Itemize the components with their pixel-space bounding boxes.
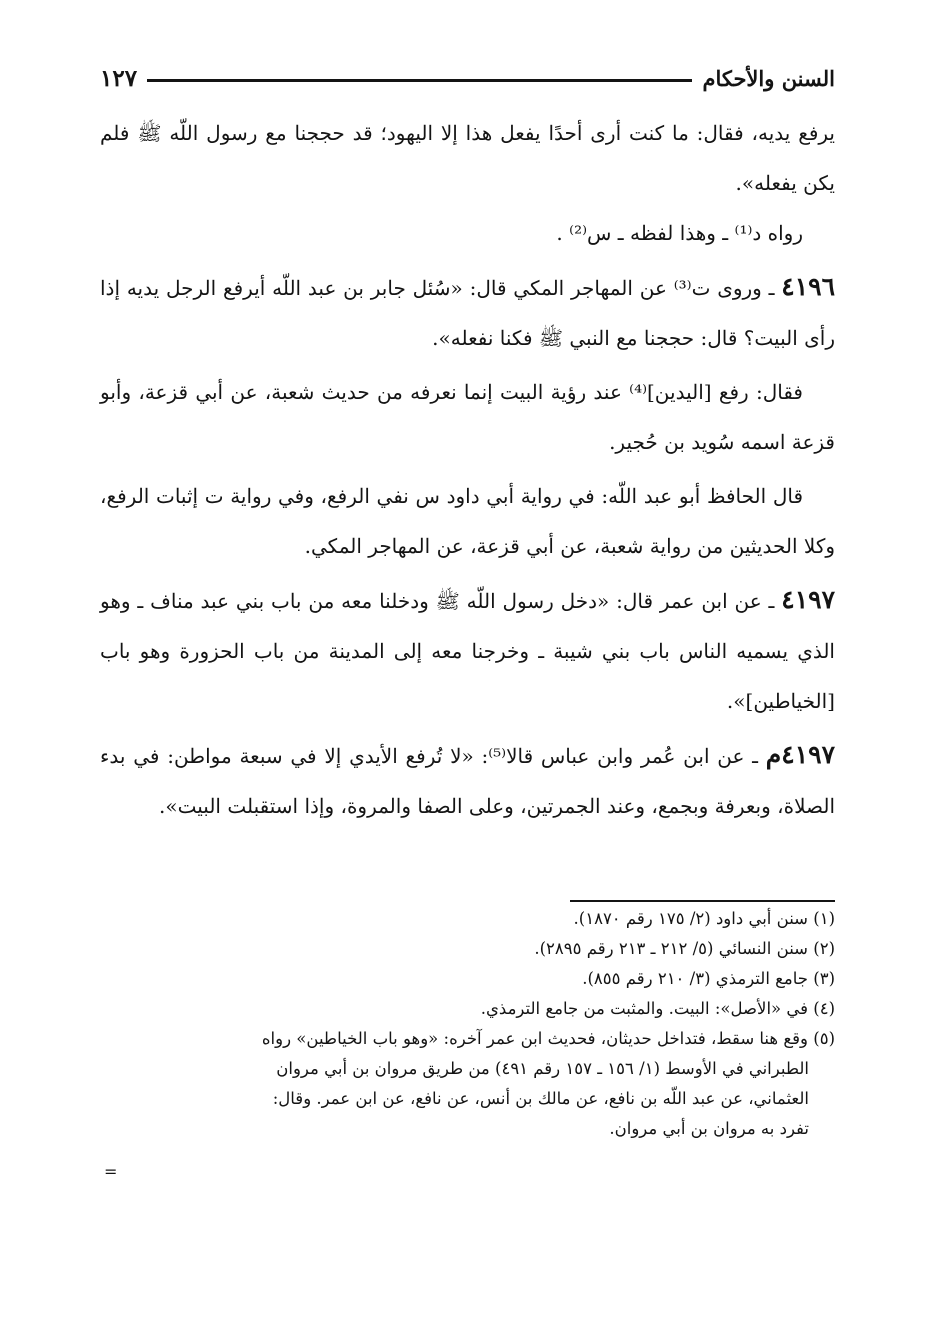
footnote-5-line-2: الطبراني في الأوسط (١/ ١٥٦ ـ ١٥٧ رقم ٤٩١) من طريق مروان بن أبي مروان xyxy=(276,1059,809,1078)
page-number: ١٢٧ xyxy=(100,64,138,92)
footnote-5-line-4: تفرد به مروان بن أبي مروان. xyxy=(609,1119,809,1138)
footnotes xyxy=(100,904,835,1144)
hadith-text: ـ عن ابن عمر قال: «دخل رسول اللّه ﷺ ودخلنا معه من باب بني عبد مناف ـ وهو الذي يسميه الناس باب بني شيبة ـ وخرجنا معه إلى المدينة من باب الحزورة وهو باب [الخياطين]». xyxy=(100,589,835,713)
footnote-4: (٤) في «الأصل»: البيت. والمثبت من جامع الترمذي. xyxy=(480,999,835,1018)
hadith-number: ٤١٩٧ xyxy=(781,585,835,614)
footnote-3: (٣) جامع الترمذي (٣/ ٢١٠ رقم ٨٥٥). xyxy=(582,969,835,988)
hadith-number: ٤١٩٦ xyxy=(781,272,835,301)
paragraph-hafiz-note: قال الحافظ أبو عبد اللّه: في رواية أبي داود س نفي الرفع، وفي رواية ت إثبات الرفع، وكلا الحديثين من رواية شعبة، عن أبي قزعة، عن المهاجر المكي. xyxy=(100,484,835,558)
hadith-4197 xyxy=(100,575,835,726)
running-header xyxy=(100,58,835,98)
hadith-4196 xyxy=(100,262,835,363)
hadith-number: ٤١٩٧م xyxy=(765,740,835,769)
hadith-text: ـ عن ابن عُمر وابن عباس قالا⁽⁵⁾: «لا تُرفع الأيدي إلا في سبعة مواطن: في بدء الصلاة، وبعرفة وبجمع، وعند الجمرتين، وعلى الصفا والمروة، وإذا استقبلت البيت». xyxy=(100,744,835,818)
footnote-5-line-3: العثماني، عن عبد اللّه بن نافع، عن مالك بن أنس، عن نافع، عن ابن عمر. وقال: xyxy=(272,1089,809,1108)
continuation-mark: = xyxy=(104,1162,118,1181)
header-rule xyxy=(147,79,692,82)
hadith-4197m xyxy=(100,730,835,831)
paragraph-narration: رواه د⁽¹⁾ ـ وهذا لفظه ـ س⁽²⁾ . xyxy=(556,221,803,245)
footnote-2: (٢) سنن النسائي (٥/ ٢١٢ ـ ٢١٣ رقم ٢٨٩٥). xyxy=(534,939,835,958)
footnote-5: (٥) وقع هنا سقط، فتداخل حديثان، فحديث ابن عمر آخره: «وهو باب الخياطين» رواه xyxy=(261,1029,835,1048)
paragraph-continuation: يرفع يديه، فقال: ما كنت أرى أحدًا يفعل هذا إلا اليهود؛ قد حججنا مع رسول اللّه ﷺ فلم يكن يفعله». xyxy=(100,121,835,195)
footnote-separator xyxy=(570,900,835,902)
footnote-1: (١) سنن أبي داود (٢/ ١٧٥ رقم ١٨٧٠). xyxy=(573,909,835,928)
main-text xyxy=(100,108,835,831)
paragraph-comment: فقال: رفع [اليدين]⁽⁴⁾ عند رؤية البيت إنما نعرفه من حديث شعبة، عن أبي قزعة، وأبو قزعة اسمه سُويد بن حُجير. xyxy=(100,380,835,454)
chapter-title: السنن والأحكام xyxy=(702,65,835,91)
hadith-text: ـ وروى ت⁽³⁾ عن المهاجر المكي قال: «سُئل جابر بن عبد اللّه أيرفع الرجل يديه إذا رأى البيت؟ قال: حججنا مع النبي ﷺ فكنا نفعله». xyxy=(100,276,835,350)
